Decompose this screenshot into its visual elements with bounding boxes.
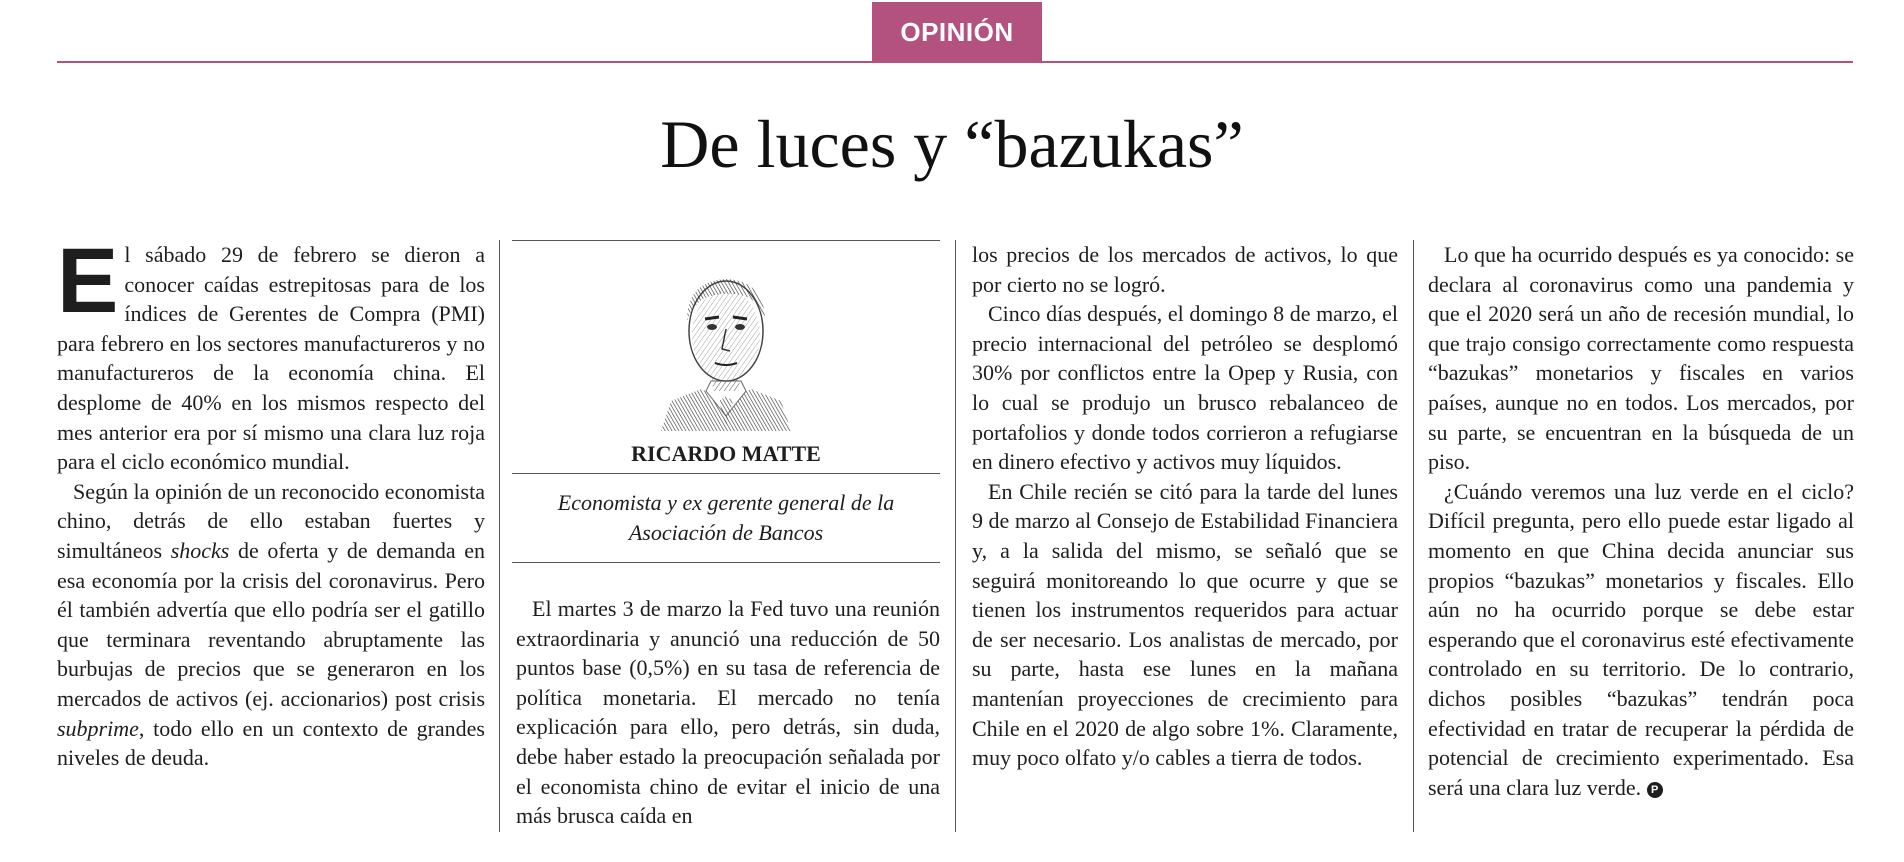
article-headline: De luces y “bazukas”	[660, 106, 1244, 182]
paragraph: El sábado 29 de febrero se dieron a conocer caídas estrepitosas para de los índices de Gerentes de Compra (PMI) para febrero en los sectores manufactureros y no manufactureros de la economía china. El desplome de 40% en los mismos respecto del mes anterior era por sí mismo una clara luz roja para el ciclo económico mundial.	[57, 230, 485, 475]
section-label: OPINIÓN	[872, 2, 1042, 63]
author-name: RICARDO MATTE	[631, 441, 821, 466]
column-divider	[499, 240, 500, 832]
divider	[512, 240, 940, 241]
header-rule	[57, 61, 1853, 63]
column-divider	[955, 240, 956, 832]
paragraph: El martes 3 de marzo la Fed tuvo una reunión extraordinaria y anunció una reducción de 50 puntos base (0,5%) en su tasa de referencia de política monetaria. El mercado no tenía explicación para ello, pero detrás, sin duda, debe haber estado la preocupación señalada por el economista chino de evitar el inicio de una más brusca caída en	[516, 596, 940, 829]
article-column-3	[972, 240, 1398, 773]
paragraph: En Chile recién se citó para la tarde del lunes 9 de marzo al Consejo de Estabilidad Financiera y, a la salida del mismo, se señaló que se seguirá monitoreando lo que ocurre y que se tienen los instrumentos requeridos para actuar de ser necesario. Los analistas de mercado, por su parte, hasta ese lunes en la mañana mantenían proyecciones de crecimiento para Chile en el 2020 de algo sobre 1%. Claramente, muy poco olfato y/o cables a tierra de todos.	[972, 478, 1398, 771]
author-box	[512, 240, 940, 563]
article-column-4	[1428, 240, 1854, 802]
author-portrait	[651, 251, 801, 431]
end-mark-icon: P	[1647, 782, 1663, 798]
drop-cap: E	[57, 230, 119, 332]
column-divider	[1413, 240, 1414, 832]
paragraph: Lo que ha ocurrido después es ya conocido: se declara al coronavirus como una pandemia y que el 2020 será un año de recesión mundial, lo que trajo consigo correctamente como respuesta “bazukas” monetarios y fiscales en varios países, aunque no en todos. Los mercados, por su parte, se encuentran en la búsqueda de un piso.	[1428, 242, 1854, 475]
divider	[512, 562, 940, 563]
article-column-2	[516, 594, 940, 831]
paragraph: ¿Cuándo veremos una luz verde en el ciclo? Difícil pregunta, pero ello puede estar ligado al momento en que China decida anunciar sus propios “bazukas” monetarios y fiscales. Ello aún no ha ocurrido porque se debe estar esperando que el coronavirus esté efectivamente controlado en su territorio. De lo contrario, dichos posibles “bazukas” tendrán poca efectividad en tratar de recuperar la pérdida de potencial de crecimiento experimentado. Esa será una clara luz verde. P	[1428, 478, 1854, 800]
article-column-1	[57, 230, 485, 773]
author-role: Economista y ex gerente general de la Asociación de Bancos	[557, 490, 895, 545]
paragraph: Según la opinión de un reconocido economista chino, detrás de ello estaban fuertes y simultáneos shocks de oferta y de demanda en esa economía por la crisis del coronavirus. Pero él también advertía que ello podría ser el gatillo que terminara reventando abruptamente las burbujas de precios que se generaron en los mercados de activos (ej. accionarios) post crisis subprime, todo ello en un contexto de grandes niveles de deuda.	[57, 478, 485, 771]
paragraph: Cinco días después, el domingo 8 de marzo, el precio internacional del petróleo se desplomó 30% por conflictos entre la Opep y Rusia, con lo cual se produjo un brusco rebalanceo de portafolios y donde todos corrieron a refugiarse en dinero efectivo y activos muy líquidos.	[972, 301, 1398, 475]
paragraph: los precios de los mercados de activos, lo que por cierto no se logró.	[972, 242, 1398, 297]
